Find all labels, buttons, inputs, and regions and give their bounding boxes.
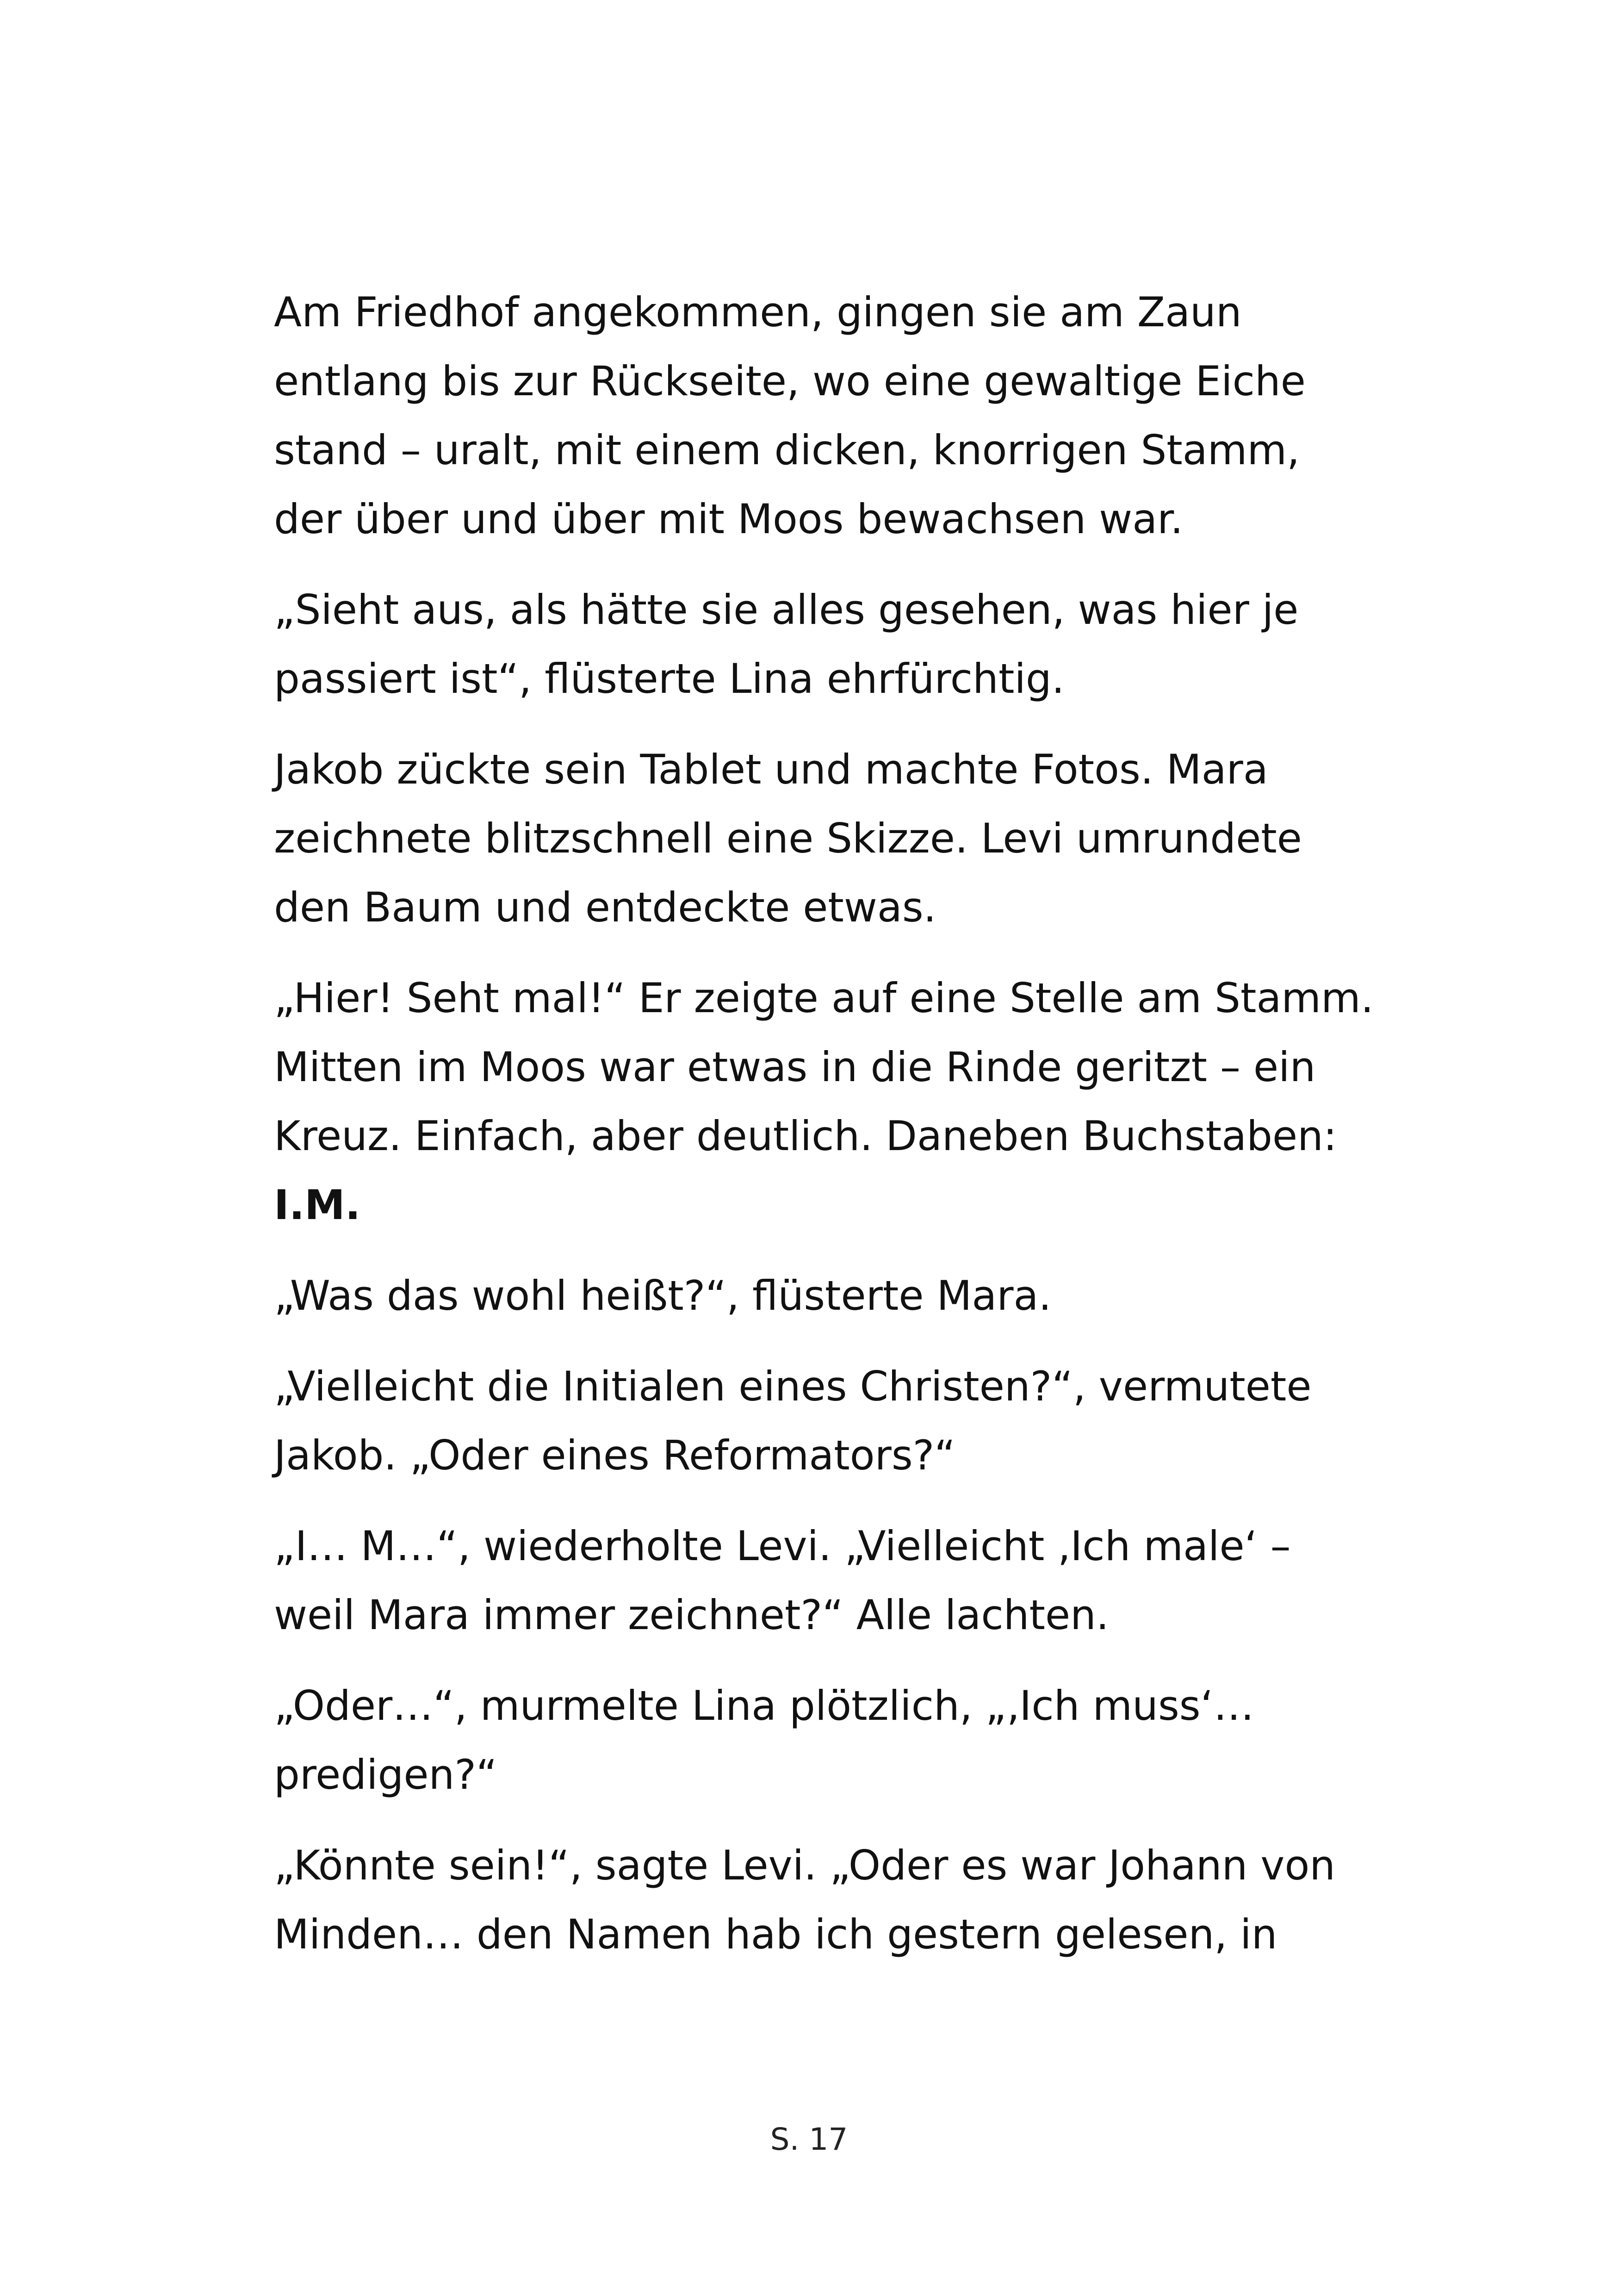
text-line: „Könnte sein!“, sagte Levi. „Oder es war Johann von bbox=[274, 1842, 1336, 1889]
text-line: „Vielleicht die Initialen eines Christen?“, vermutete bbox=[274, 1363, 1312, 1410]
text-line: „I… M…“, wiederholte Levi. „Vielleicht ‚Ich male‘ – bbox=[274, 1522, 1291, 1570]
text-line: Kreuz. Einfach, aber deutlich. Daneben Buchstaben: bbox=[274, 1112, 1337, 1160]
text-line: Jakob. „Oder eines Reformators?“ bbox=[274, 1431, 955, 1479]
text-line: weil Mara immer zeichnet?“ Alle lachten. bbox=[274, 1591, 1109, 1639]
paragraph-1 bbox=[274, 278, 1384, 554]
text-line: „Oder…“, murmelte Lina plötzlich, „‚Ich muss‘… bbox=[274, 1682, 1254, 1730]
text-line: Jakob zückte sein Tablet und machte Fotos. Mara bbox=[274, 746, 1268, 793]
text-line: zeichnete blitzschnell eine Skizze. Levi umrundete bbox=[274, 815, 1302, 862]
paragraph-9 bbox=[274, 1831, 1384, 1969]
initials-emphasis: I.M. bbox=[274, 1181, 361, 1229]
paragraph-5 bbox=[274, 1261, 1384, 1330]
text-line: den Baum und entdeckte etwas. bbox=[274, 884, 936, 931]
paragraph-7 bbox=[274, 1512, 1384, 1649]
text-line: Am Friedhof angekommen, gingen sie am Zaun bbox=[274, 288, 1242, 336]
text-line: stand – uralt, mit einem dicken, knorrigen Stamm, bbox=[274, 426, 1300, 474]
text-line: „Sieht aus, als hätte sie alles gesehen, was hier je bbox=[274, 586, 1299, 634]
text-line: passiert ist“, flüsterte Lina ehrfürchtig. bbox=[274, 655, 1065, 703]
text-line: Mitten im Moos war etwas in die Rinde geritzt – ein bbox=[274, 1043, 1316, 1091]
paragraph-2 bbox=[274, 575, 1384, 713]
page-number: S. 17 bbox=[770, 2122, 848, 2157]
text-line: „Was das wohl heißt?“, flüsterte Mara. bbox=[274, 1272, 1052, 1319]
paragraph-3 bbox=[274, 735, 1384, 942]
paragraph-4 bbox=[274, 964, 1384, 1239]
paragraph-8 bbox=[274, 1671, 1384, 1809]
text-line: entlang bis zur Rückseite, wo eine gewaltige Eiche bbox=[274, 357, 1306, 405]
text-line: predigen?“ bbox=[274, 1751, 497, 1798]
paragraph-6 bbox=[274, 1352, 1384, 1490]
body-text bbox=[274, 278, 1384, 1991]
text-line: „Hier! Seht mal!“ Er zeigte auf eine Stelle am Stamm. bbox=[274, 974, 1374, 1022]
text-line: Minden… den Namen hab ich gestern gelesen, in bbox=[274, 1910, 1277, 1958]
text-line: der über und über mit Moos bewachsen war. bbox=[274, 495, 1184, 543]
